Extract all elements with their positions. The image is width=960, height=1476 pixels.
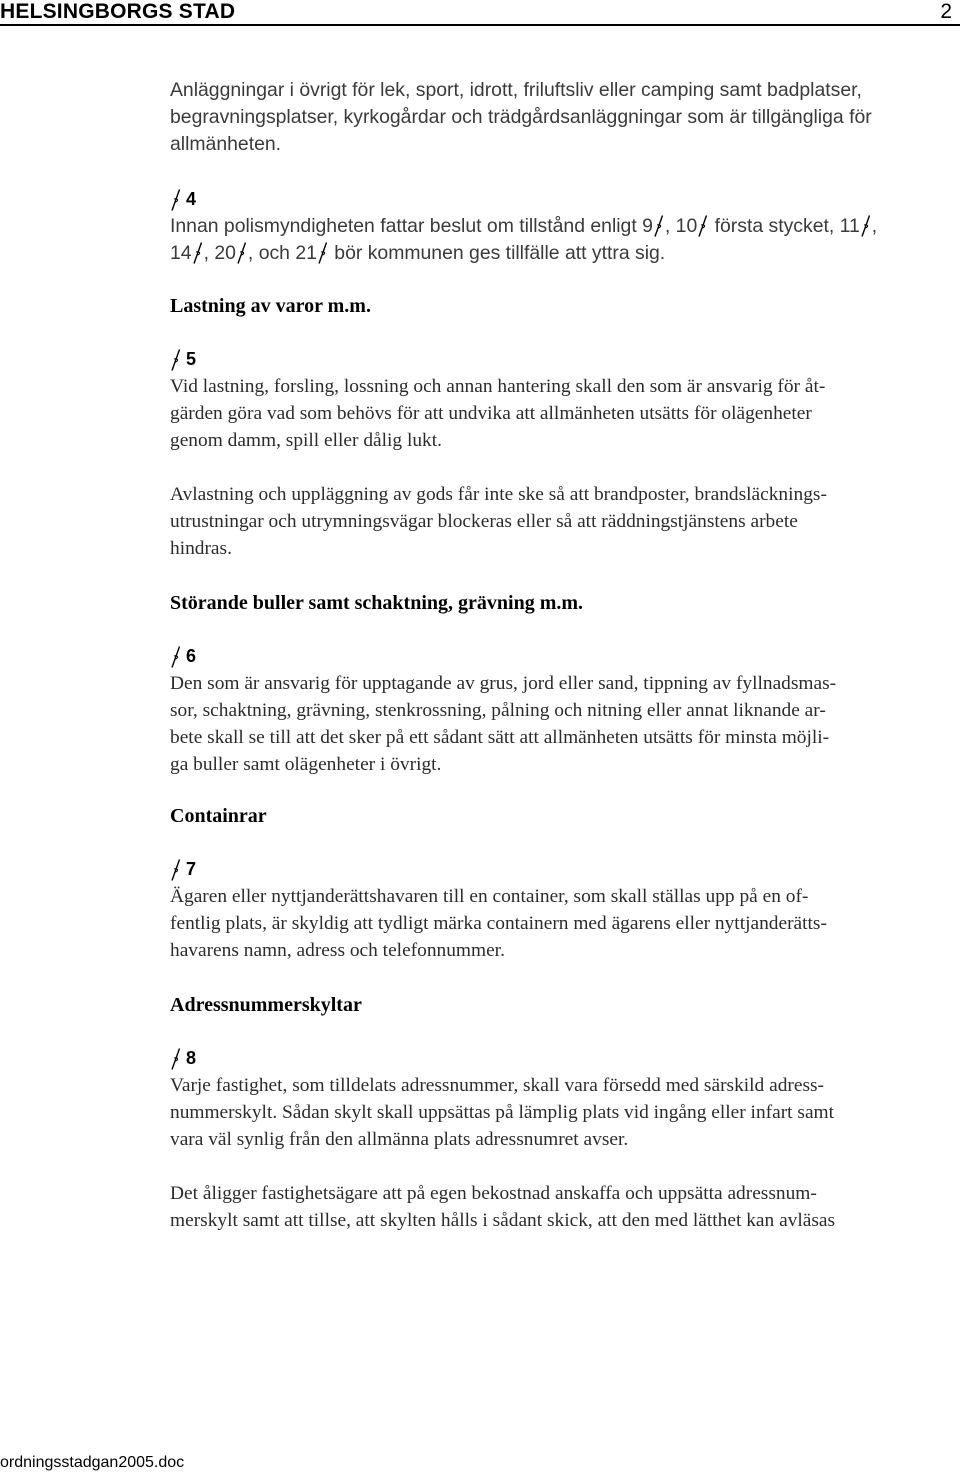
organization-title: HELSINGBORGS STAD	[0, 0, 236, 23]
section-number: 4	[186, 189, 197, 209]
section-5-paragraph-2	[170, 481, 952, 562]
text-line: sor, schaktning, grävning, stenkrossning, pålning och nitning eller annat liknande ar-	[170, 700, 826, 721]
section-number: 8	[186, 1048, 197, 1068]
text-line: gärden göra vad som behövs för att undvika att allmänheten utsätts för olägenheter	[170, 403, 812, 424]
text-segment: bör kommunen ges tillfälle att yttra sig.	[328, 242, 666, 264]
paragraph-sign-icon	[171, 349, 181, 371]
section-title: Adressnummerskyltar	[170, 994, 362, 1016]
section-heading	[170, 186, 952, 213]
section-number: 5	[186, 349, 197, 369]
section-number: 6	[186, 646, 197, 666]
section-heading	[170, 346, 952, 373]
section-title: Störande buller samt schaktning, grävning m.m.	[170, 592, 584, 614]
text-line: genom damm, spill eller dålig lukt.	[170, 430, 442, 451]
text-line: merskylt samt att tillse, att skylten hålls i sådant skick, att den med lätthet kan avläsas	[170, 1210, 836, 1231]
text-segment: , 20	[203, 242, 236, 264]
text-line: ga buller samt olägenheter i övrigt.	[170, 754, 442, 775]
text-line: Vid lastning, forsling, lossning och annan hantering skall den som är ansvarig för åt-	[170, 376, 826, 397]
text-line: allmänheten.	[170, 133, 282, 155]
text-line: nummerskylt. Sådan skylt skall uppsättas på lämplig plats vid ingång eller infart samt	[170, 1102, 835, 1123]
text-segment: Innan polismyndigheten fattar beslut om tillstånd enligt 9	[170, 215, 653, 237]
text-line: Avlastning och uppläggning av gods får inte ske så att brandposter, brandsläcknings-	[170, 484, 827, 505]
text-segment: ,	[871, 215, 878, 237]
section-heading	[170, 856, 952, 883]
paragraph-sign-icon	[237, 242, 247, 264]
section-5	[170, 346, 952, 454]
header-divider	[0, 24, 960, 26]
section-4	[170, 186, 952, 267]
paragraph-sign-icon	[318, 242, 328, 264]
text-segment: 14	[170, 242, 192, 264]
paragraph-sign-icon	[171, 859, 181, 881]
text-line: begravningsplatser, kyrkogårdar och trädgårdsanläggningar som är tillgängliga för	[170, 106, 872, 128]
text-line	[170, 213, 952, 240]
intro-paragraph	[170, 77, 952, 158]
section-8	[170, 1045, 952, 1153]
section-title: Lastning av varor m.m.	[170, 295, 371, 317]
heading-lastning-block	[170, 293, 952, 320]
paragraph-sign-icon	[193, 242, 203, 264]
text-line: Det åligger fastighetsägare att på egen bekostnad anskaffa och uppsätta adressnum-	[170, 1183, 817, 1204]
text-segment: , och 21	[247, 242, 317, 264]
heading-containrar-block	[170, 803, 952, 830]
paragraph-sign-icon	[171, 646, 181, 668]
text-segment: , 10	[664, 215, 698, 237]
section-6	[170, 643, 952, 778]
page-header	[0, 0, 960, 24]
page-number: 2	[940, 0, 952, 23]
section-heading	[170, 643, 952, 670]
text-line: vara väl synlig från den allmänna plats adressnumret avser.	[170, 1129, 629, 1150]
text-line: Ägaren eller nyttjanderättshavaren till en container, som skall ställas upp på en of-	[170, 886, 809, 907]
section-7	[170, 856, 952, 964]
section-number: 7	[186, 859, 197, 879]
section-8-paragraph-2	[170, 1180, 952, 1234]
paragraph-sign-icon	[171, 1048, 181, 1070]
text-line: fentlig plats, är skyldig att tydligt märka containern med ägarens eller nyttjanderätts-	[170, 913, 827, 934]
paragraph-sign-icon	[698, 215, 708, 237]
text-segment: första stycket, 11	[709, 215, 860, 237]
text-line: Anläggningar i övrigt för lek, sport, idrott, friluftsliv eller camping samt badplatser,	[170, 79, 862, 101]
text-line: Den som är ansvarig för upptagande av grus, jord eller sand, tippning av fyllnadsmas-	[170, 673, 837, 694]
text-line: utrustningar och utrymningsvägar blockeras eller så att räddningstjänstens arbete	[170, 511, 798, 532]
paragraph-sign-icon	[654, 215, 664, 237]
paragraph-sign-icon	[861, 215, 871, 237]
heading-buller-block	[170, 590, 952, 617]
text-line: Varje fastighet, som tilldelats adressnummer, skall vara försedd med särskild adress-	[170, 1075, 825, 1096]
section-heading	[170, 1045, 952, 1072]
footer-filename: ordningsstadgan2005.doc	[0, 1454, 185, 1471]
paragraph-sign-icon	[171, 189, 181, 211]
section-title: Containrar	[170, 805, 267, 827]
text-line: hindras.	[170, 538, 232, 559]
text-line: bete skall se till att det sker på ett sådant sätt att allmänheten utsätts för minsta möjli-	[170, 727, 830, 748]
text-line	[170, 240, 952, 267]
text-line: havarens namn, adress och telefonnummer.	[170, 940, 505, 961]
heading-adress-block	[170, 992, 952, 1019]
